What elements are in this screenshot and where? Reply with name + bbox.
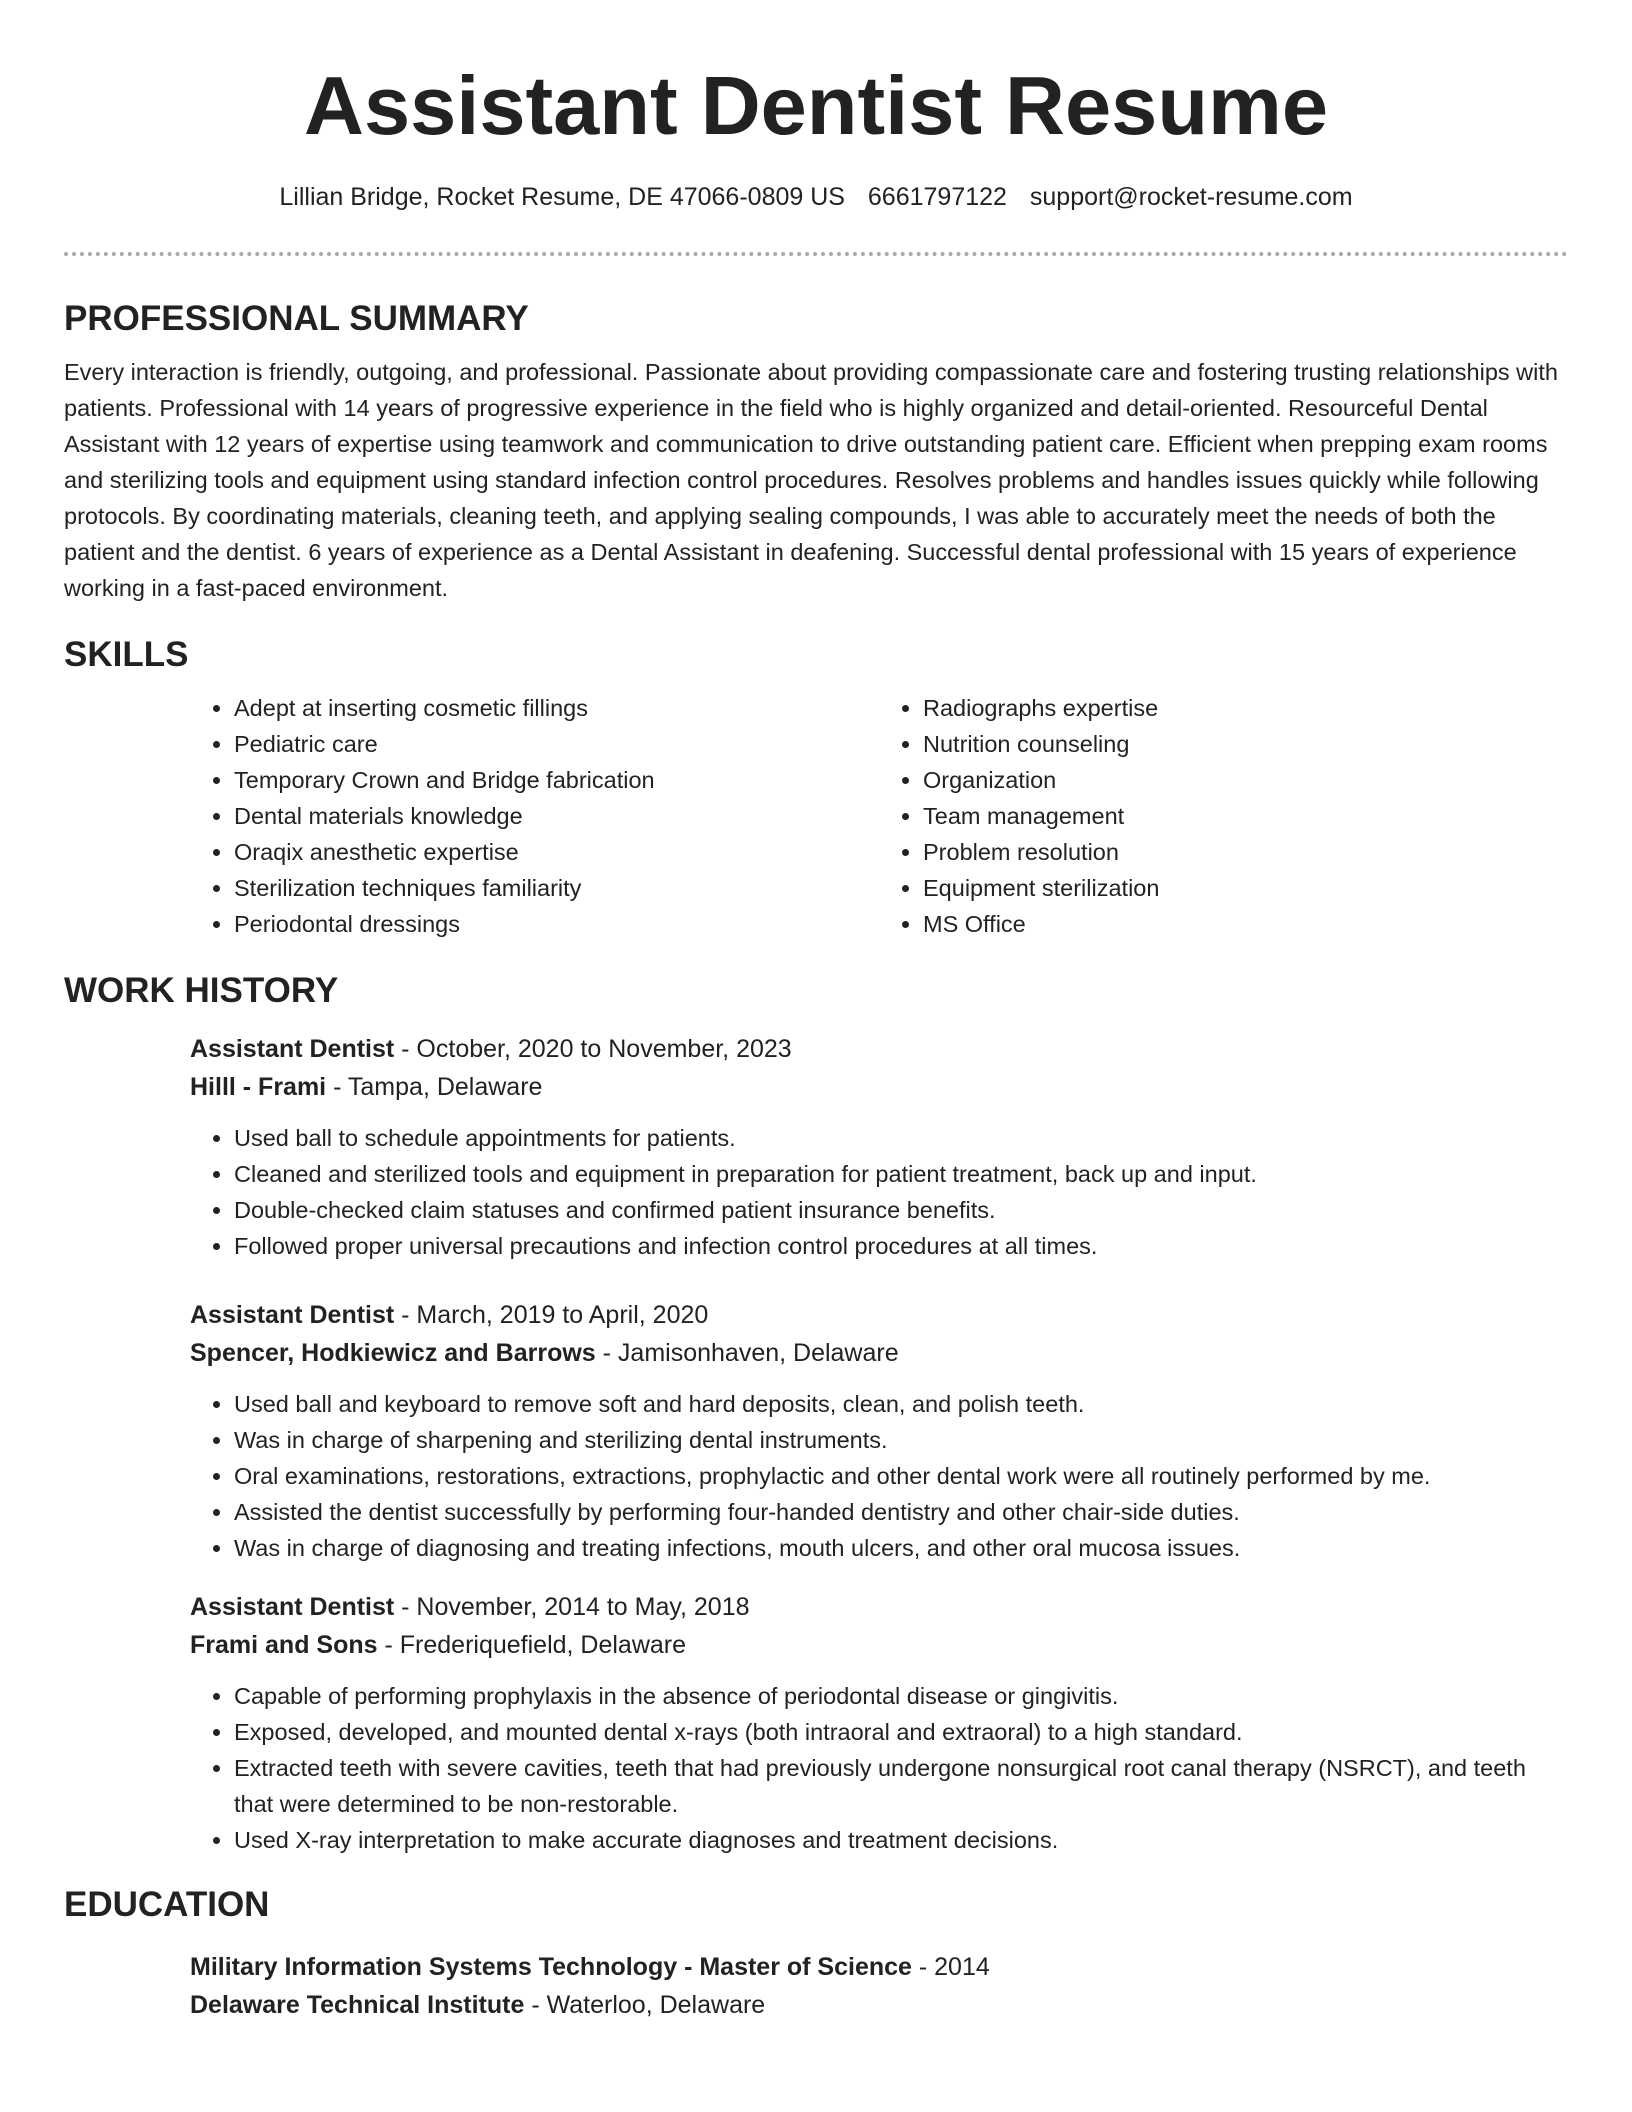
job-company-line — [190, 1626, 1568, 1664]
contact-address: Lillian Bridge, Rocket Resume, DE 47066-0809 US — [279, 183, 845, 211]
summary-heading: PROFESSIONAL SUMMARY — [64, 299, 529, 338]
job-entry — [190, 1296, 1568, 1566]
skill-item: • Radiographs expertise — [923, 690, 1568, 726]
job-dates: - November, 2014 to May, 2018 — [394, 1593, 750, 1621]
skill-item: • Problem resolution — [923, 834, 1568, 870]
education-entry — [190, 1948, 1568, 2024]
job-bullet: • Used ball and keyboard to remove soft and hard deposits, clean, and polish teeth. — [234, 1386, 1568, 1422]
education-school-line — [190, 1986, 1568, 2024]
skills-heading: SKILLS — [64, 635, 189, 674]
skill-item: • Oraqix anesthetic expertise — [234, 834, 879, 870]
skill-item: • Nutrition counseling — [923, 726, 1568, 762]
skill-item: • Organization — [923, 762, 1568, 798]
skill-item: • Team management — [923, 798, 1568, 834]
skill-item: • Equipment sterilization — [923, 870, 1568, 906]
job-title-line — [190, 1588, 1568, 1626]
header-divider — [64, 252, 1568, 256]
job-company-line — [190, 1068, 1568, 1106]
summary-section — [64, 298, 1568, 606]
skills-grid — [190, 690, 1568, 942]
job-bullets — [190, 1120, 1568, 1264]
resume-title: Assistant Dentist Resume — [304, 59, 1328, 152]
education-degree: Military Information Systems Technology - Master of Science — [190, 1953, 912, 1981]
job-bullet: • Capable of performing prophylaxis in the absence of periodontal disease or gingivitis. — [234, 1678, 1568, 1714]
work-section — [64, 970, 1568, 1858]
job-bullet: • Extracted teeth with severe cavities, teeth that had previously undergone nonsurgical root canal therapy (NSRCT), and teeth that were determined to be non-restorable. — [234, 1750, 1568, 1822]
skills-list-left — [190, 690, 879, 942]
skills-list-right — [879, 690, 1568, 942]
job-bullet: • Double-checked claim statuses and confirmed patient insurance benefits. — [234, 1192, 1568, 1228]
job-dates: - October, 2020 to November, 2023 — [394, 1035, 792, 1063]
contact-email: support@rocket-resume.com — [1029, 183, 1353, 211]
education-year: - 2014 — [911, 1953, 990, 1981]
job-bullets — [190, 1386, 1568, 1566]
education-school: Delaware Technical Institute — [190, 1991, 525, 2019]
skill-item: • Sterilization techniques familiarity — [234, 870, 879, 906]
job-title-line — [190, 1030, 1568, 1068]
job-company-line — [190, 1334, 1568, 1372]
summary-text: Every interaction is friendly, outgoing, and professional. Passionate about providing compassionate care and fostering trusting relationships with patients. Professional with 14 years of progressive experience in the field who is highly organized and detail-oriented. Resourceful Dental Assistant with 12 years of expertise using teamwork and communication to drive outstanding patient care. Efficient when prepping exam rooms and sterilizing tools and equipment using standard infection control procedures. Resolves problems and handles issues quickly while following protocols. By coordinating materials, cleaning teeth, and applying sealing compounds, I was able to accurately meet the needs of both the patient and the dentist. 6 years of experience as a Dental Assistant in deafening. Successful dental professional with 15 years of experience working in a fast-paced environment. — [64, 359, 1558, 601]
job-bullet: • Assisted the dentist successfully by performing four-handed dentistry and other chair-side duties. — [234, 1494, 1568, 1530]
job-entry — [190, 1588, 1568, 1858]
job-location: - Frederiquefield, Delaware — [377, 1631, 687, 1659]
job-bullet: • Was in charge of sharpening and sterilizing dental instruments. — [234, 1422, 1568, 1458]
job-bullet: • Followed proper universal precautions and infection control procedures at all times. — [234, 1228, 1568, 1264]
contact-phone: 6661797122 — [867, 183, 1007, 211]
job-company: Spencer, Hodkiewicz and Barrows — [190, 1339, 596, 1367]
work-heading: WORK HISTORY — [64, 971, 339, 1010]
contact-line — [64, 182, 1568, 212]
job-location: - Jamisonhaven, Delaware — [595, 1339, 899, 1367]
education-location: - Waterloo, Delaware — [524, 1991, 766, 2019]
skill-item: • Pediatric care — [234, 726, 879, 762]
job-bullet: • Oral examinations, restorations, extractions, prophylactic and other dental work were all routinely performed by me. — [234, 1458, 1568, 1494]
job-entry — [190, 1030, 1568, 1264]
skill-item: • Dental materials knowledge — [234, 798, 879, 834]
job-title: Assistant Dentist — [190, 1301, 395, 1329]
job-title: Assistant Dentist — [190, 1593, 395, 1621]
skill-item: • MS Office — [923, 906, 1568, 942]
job-bullet: • Cleaned and sterilized tools and equipment in preparation for patient treatment, back up and input. — [234, 1156, 1568, 1192]
education-degree-line — [190, 1948, 1568, 1986]
skill-item: • Temporary Crown and Bridge fabrication — [234, 762, 879, 798]
job-bullets — [190, 1678, 1568, 1858]
job-location: - Tampa, Delaware — [326, 1073, 543, 1101]
job-bullet: • Used ball to schedule appointments for patients. — [234, 1120, 1568, 1156]
resume-page — [64, 0, 1568, 2024]
skill-item: • Adept at inserting cosmetic fillings — [234, 690, 879, 726]
job-dates: - March, 2019 to April, 2020 — [394, 1301, 709, 1329]
job-bullet: • Was in charge of diagnosing and treating infections, mouth ulcers, and other oral mucosa issues. — [234, 1530, 1568, 1566]
skills-section — [64, 634, 1568, 942]
job-title: Assistant Dentist — [190, 1035, 395, 1063]
education-section — [64, 1884, 1568, 2024]
job-company: Frami and Sons — [190, 1631, 378, 1659]
job-company: Hilll - Frami — [190, 1073, 327, 1101]
skill-item: • Periodontal dressings — [234, 906, 879, 942]
education-heading: EDUCATION — [64, 1885, 270, 1924]
job-bullet: • Exposed, developed, and mounted dental x-rays (both intraoral and extraoral) to a high standard. — [234, 1714, 1568, 1750]
job-title-line — [190, 1296, 1568, 1334]
job-bullet: • Used X-ray interpretation to make accurate diagnoses and treatment decisions. — [234, 1822, 1568, 1858]
